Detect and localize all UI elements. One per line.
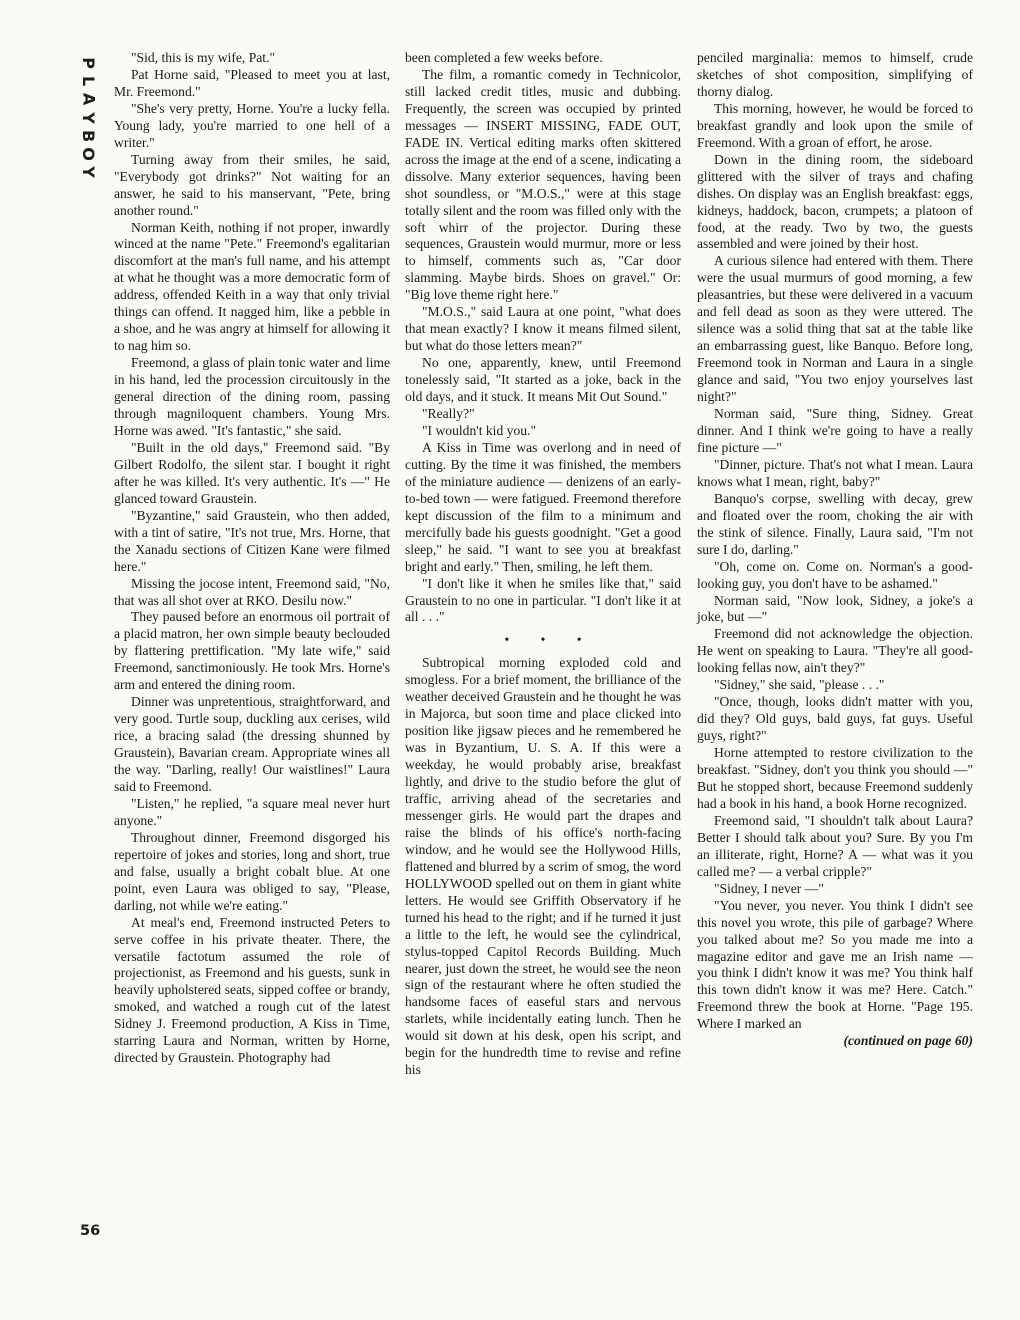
- paragraph: "Sidney, I never —": [714, 880, 824, 896]
- paragraph: Banquo's corpse, swelling with decay, grew and floated over the room, choking the air with the stink of silence. Finally, Laura said, "I'm not sure I do, darling.": [697, 490, 973, 557]
- paragraph: "You never, you never. You think I didn't see this novel you wrote, this pile of garbage? Where you talked about me? So you made me into a magazine editor and gave me an Irish name — you think I didn't know it was me? You think half this town didn't know it was me? Here. Catch." Freemond threw the book at Horne. "Page 195. Where I marked an: [697, 897, 973, 1032]
- text-column-2: [405, 50, 681, 1079]
- paragraph: A curious silence had entered with them. There were the usual murmurs of good morning, a few pleasantries, but these were delivered in a vacuum and fell dead as soon as they were uttered. The silence was a solid thing that sat at the table like an embarrassing guest, like Banquo. Before long, Freemond took in Norman and Laura in a single glance and said, "You two enjoy yourselves last night?": [697, 253, 973, 405]
- masthead-letter: Y: [79, 111, 99, 124]
- paragraph: Horne attempted to restore civilization to the breakfast. "Sidney, don't you think you should —" But he stopped short, because Freemond suddenly had a book in his hand, a book Horne recognized.: [697, 745, 973, 811]
- paragraph: At meal's end, Freemond instructed Peters to serve coffee in his private theater. There, the versatile factotum assumed the role of projectionist, as Freemond and his guests, sunk in heavily upholstered seats, sipped coffee or brandy, smoked, and watched a rough cut of the latest Sidney J. Freemond production, A Kiss in Time, starring Laura and Norman, written by Horne, directed by Graustein. Photography had: [114, 914, 390, 1066]
- paragraph: "Built in the old days," Freemond said. "By Gilbert Rodolfo, the silent star. I bought it right after he was killed. It's very authentic. It's —" He glanced toward Graustein.: [114, 439, 390, 506]
- paragraph: Throughout dinner, Freemond disgorged his repertoire of jokes and stories, long and short, true and false, usually a bright cobalt blue. At one point, even Laura was obliged to say, "Please, darling, not while we're eating.": [114, 829, 390, 913]
- masthead-letter: P: [79, 57, 99, 69]
- paragraph: "I wouldn't kid you.": [422, 422, 536, 438]
- paragraph: A Kiss in Time was overlong and in need of cutting. By the time it was finished, the members of the miniature audience — denizens of an early-to-bed town — were fatigued. Freemond therefore kept discussion of the film to a minimum and mercifully bade his guests goodnight. "Get a good sleep," he said. "I want to see you at breakfast bright and early." Then, smiling, he left them.: [405, 439, 681, 574]
- masthead-letter: O: [79, 147, 99, 161]
- paragraph: "Sid, this is my wife, Pat.": [131, 50, 276, 65]
- paragraph: "Listen," he replied, "a square meal never hurt anyone.": [114, 795, 390, 828]
- paragraph: "Sidney," she said, "please . . .": [714, 677, 885, 693]
- paragraph: Norman said, "Now look, Sidney, a joke's a joke, but —": [697, 592, 973, 625]
- magazine-name-vertical: [79, 54, 99, 181]
- paragraph: The film, a romantic comedy in Technicolor, still lacked credit titles, music and dubbing. Frequently, the screen was occupied by printed messages — INSERT MISSING, FADE OUT, FADE IN. Vertical editing marks often skittered across the image at the end of a scene, indicating a dissolve. Many exterior sequences, having been shot soundless, or "M.O.S.," were at this stage totally silent and the room was filled only with the soft whirr of the projector. During these sequences, Graustein would murmur, more or less to himself, comments such as, "Car door slamming. Maybe birds. Shoes on gravel." Or: "Big love theme right here.": [405, 66, 681, 303]
- paragraph: "She's very pretty, Horne. You're a lucky fella. Young lady, you're married to one hell of a writer.": [114, 100, 390, 150]
- paragraph: Subtropical morning exploded cold and smogless. For a brief moment, the brilliance of the weather deceived Graustein and he thought he was in Majorca, but soon time and place clicked into position like jigsaw pieces and he remembered he was in Byzantium, U. S. A. If this were a weekday, he would probably arise, breakfast lightly, and drive to the studio before the glut of traffic, arriving ahead of the secretaries and messenger girls. He would part the drapes and raise the blinds of his office's north-facing window, and he would see the Hollywood Hills, flattened and blurred by a scrim of smog, the word HOLLYWOOD spelled out on them in giant white letters. He would see Griffith Observatory if he turned his head to the right; and if he turned it just a little to the left, he would see the cylindrical, stylus-topped Capitol Records Building. Much nearer, just down the street, he would see the neon sign of the restaurant where he often studied the handsome faces of easeful stars and nervous starlets, while incidentally eating lunch. Then he would sit down at his desk, open his script, and begin for the hundredth time to revise and refine his: [405, 655, 681, 1078]
- paragraph: "I don't like it when he smiles like that," said Graustein to no one in particular. "I don't like it at all . . .": [405, 575, 681, 625]
- paragraph: penciled marginalia: memos to himself, crude sketches of shot composition, simplifying of thorny dialog.: [697, 50, 973, 99]
- paragraph: been completed a few weeks before.: [405, 50, 603, 65]
- paragraph: "Once, though, looks didn't matter with you, did they? Old guys, bald guys, fat guys. Useful guys, right?": [697, 694, 973, 744]
- section-break: • • •: [504, 632, 596, 648]
- paragraph: Freemond did not acknowledge the objection. He went on speaking to Laura. "They're all good-looking fellas now, ain't they?": [697, 626, 973, 676]
- paragraph: "Byzantine," said Graustein, who then added, with a tint of satire, "It's not true, Mrs. Horne, that the Xanadu sections of Citizen Kane were filmed here.": [114, 507, 390, 574]
- paragraph: Turning away from their smiles, he said, "Everybody got drinks?" Not waiting for an answer, he said to his manservant, "Pete, bring another round.": [114, 151, 390, 218]
- paragraph: Freemond said, "I shouldn't talk about Laura? Better I should talk about you? Sure. By you I'm an illiterate, right, Horne? A — what was it you called me? — a verbal cripple?": [697, 812, 973, 879]
- continued-note: (continued on page 60): [843, 1033, 973, 1049]
- text-column-3: [697, 50, 973, 1050]
- paragraph: Pat Horne said, "Pleased to meet you at last, Mr. Freemond.": [114, 66, 390, 99]
- paragraph: No one, apparently, knew, until Freemond tonelessly said, "It started as a joke, back in the old days, and it stuck. It means Mit Out Sound.": [405, 355, 681, 405]
- masthead-letter: B: [79, 129, 99, 143]
- page-number: 56: [80, 1223, 101, 1239]
- paragraph: "Oh, come on. Come on. Norman's a good-looking guy, you don't have to be ashamed.": [697, 558, 973, 591]
- masthead-letter: Y: [79, 166, 99, 179]
- paragraph: "Dinner, picture. That's not what I mean. Laura knows what I mean, right, baby?": [697, 456, 973, 489]
- paragraph: Norman Keith, nothing if not proper, inwardly winced at the name "Pete." Freemond's egalitarian discomfort at the man's full name, and his attempt at what he thought was a more democratic form of address, offended Keith in a way that only trivial things can offend. It nagged him, like a pebble in a shoe, and he was angry at himself for allowing it to nag him so.: [114, 219, 390, 354]
- paragraph: Missing the jocose intent, Freemond said, "No, that was all shot over at RKO. Desilu now.": [114, 575, 390, 608]
- paragraph: Dinner was unpretentious, straightforward, and very good. Turtle soup, duckling aux cerises, wild rice, a bracing salad (the dressing shunned by Graustein), Bavarian cream. Appropriate wines all the way. "Darling, really! Our waistlines!" Laura said to Freemond.: [114, 694, 390, 794]
- paragraph: "Really?": [422, 406, 475, 422]
- paragraph: This morning, however, he would be forced to breakfast grandly and look upon the smile of Freemond. With a groan of effort, he arose.: [697, 100, 973, 150]
- paragraph: They paused before an enormous oil portrait of a placid matron, her own simple beauty beclouded by flattering prettification. "My late wife," said Freemond, sanctimoniously. He took Mrs. Horne's arm and entered the dining room.: [114, 609, 390, 693]
- paragraph: Freemond, a glass of plain tonic water and lime in his hand, led the procession circuitously in the general direction of the dining room, passing through magniloquent chambers. Young Mrs. Horne was awed. "It's fantastic," she said.: [114, 355, 390, 438]
- masthead-letter: L: [79, 76, 99, 87]
- paragraph: "M.O.S.," said Laura at one point, "what does that mean exactly? I know it means filmed silent, but what do those letters mean?": [405, 304, 681, 354]
- text-column-1: [114, 50, 390, 1067]
- paragraph: Norman said, "Sure thing, Sidney. Great dinner. And I think we're going to have a really fine picture —": [697, 406, 973, 455]
- paragraph: Down in the dining room, the sideboard glittered with the silver of trays and chafing dishes. On display was an English breakfast: eggs, kidneys, haddock, bacon, crumpets; a platoon of food, at the ready. Two by two, the guests assembled and were joined by their host.: [697, 151, 973, 252]
- masthead-letter: A: [79, 93, 99, 106]
